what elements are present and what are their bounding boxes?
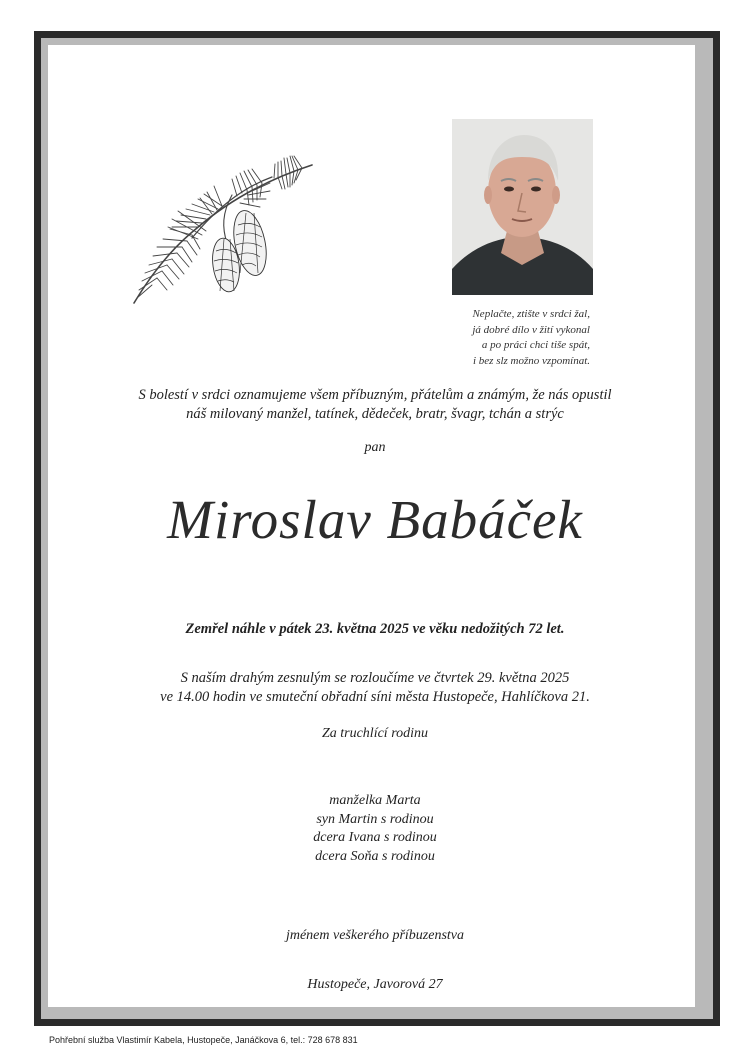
family-member: dcera Ivana s rodinou [313, 830, 437, 845]
family-member: manželka Marta [329, 793, 421, 808]
announcement-line-1: S bolestí v srdci oznamujeme všem příbuzným, přátelům a známým, že nás opustil [138, 387, 612, 403]
funeral-details [41, 669, 709, 707]
poem-line: já dobré dílo v žití vykonal [472, 323, 590, 336]
poem-line: Neplačte, ztište v srdci žal, [472, 308, 590, 320]
family-member: syn Martin s rodinou [316, 811, 434, 827]
portrait-photo [452, 119, 593, 295]
family-address: Hustopeče, Javorová 27 [307, 977, 443, 992]
title-word: pan [364, 440, 386, 455]
pine-branch-illustration [122, 143, 318, 307]
poem-line: a po práci chci tiše spát, [481, 339, 590, 351]
poem-line: i bez slz možno vzpomínat. [472, 354, 590, 367]
announcement-text [41, 386, 709, 424]
family-list [41, 792, 709, 866]
announcement-line-2: náš milovaný manžel, tatínek, dědeček, bratr, švagr, tchán a strýc [186, 406, 564, 422]
pine-cones [209, 208, 271, 294]
portrait-drawing [452, 119, 593, 295]
funeral-line-1: S naším drahým zesnulým se rozloučíme ve čtvrtek 29. května 2025 [180, 670, 570, 686]
relatives-line: jménem veškerého příbuzenstva [285, 928, 465, 943]
mourners-heading: Za truchlící rodinu [321, 726, 429, 741]
death-notice: Zemřel náhle v pátek 23. května 2025 ve věku nedožitých 72 let. [185, 621, 565, 637]
funeral-service-footer: Pohřební služba Vlastimír Kabela, Hustopeče, Janáčkova 6, tel.: 728 678 831 [49, 1035, 358, 1045]
deceased-name: Miroslav Babáček [167, 489, 583, 550]
family-member: dcera Soňa s rodinou [315, 848, 435, 864]
funeral-line-2: ve 14.00 hodin ve smuteční obřadní síni města Hustopeče, Hahlíčkova 21. [160, 689, 590, 705]
memorial-poem [420, 307, 590, 369]
